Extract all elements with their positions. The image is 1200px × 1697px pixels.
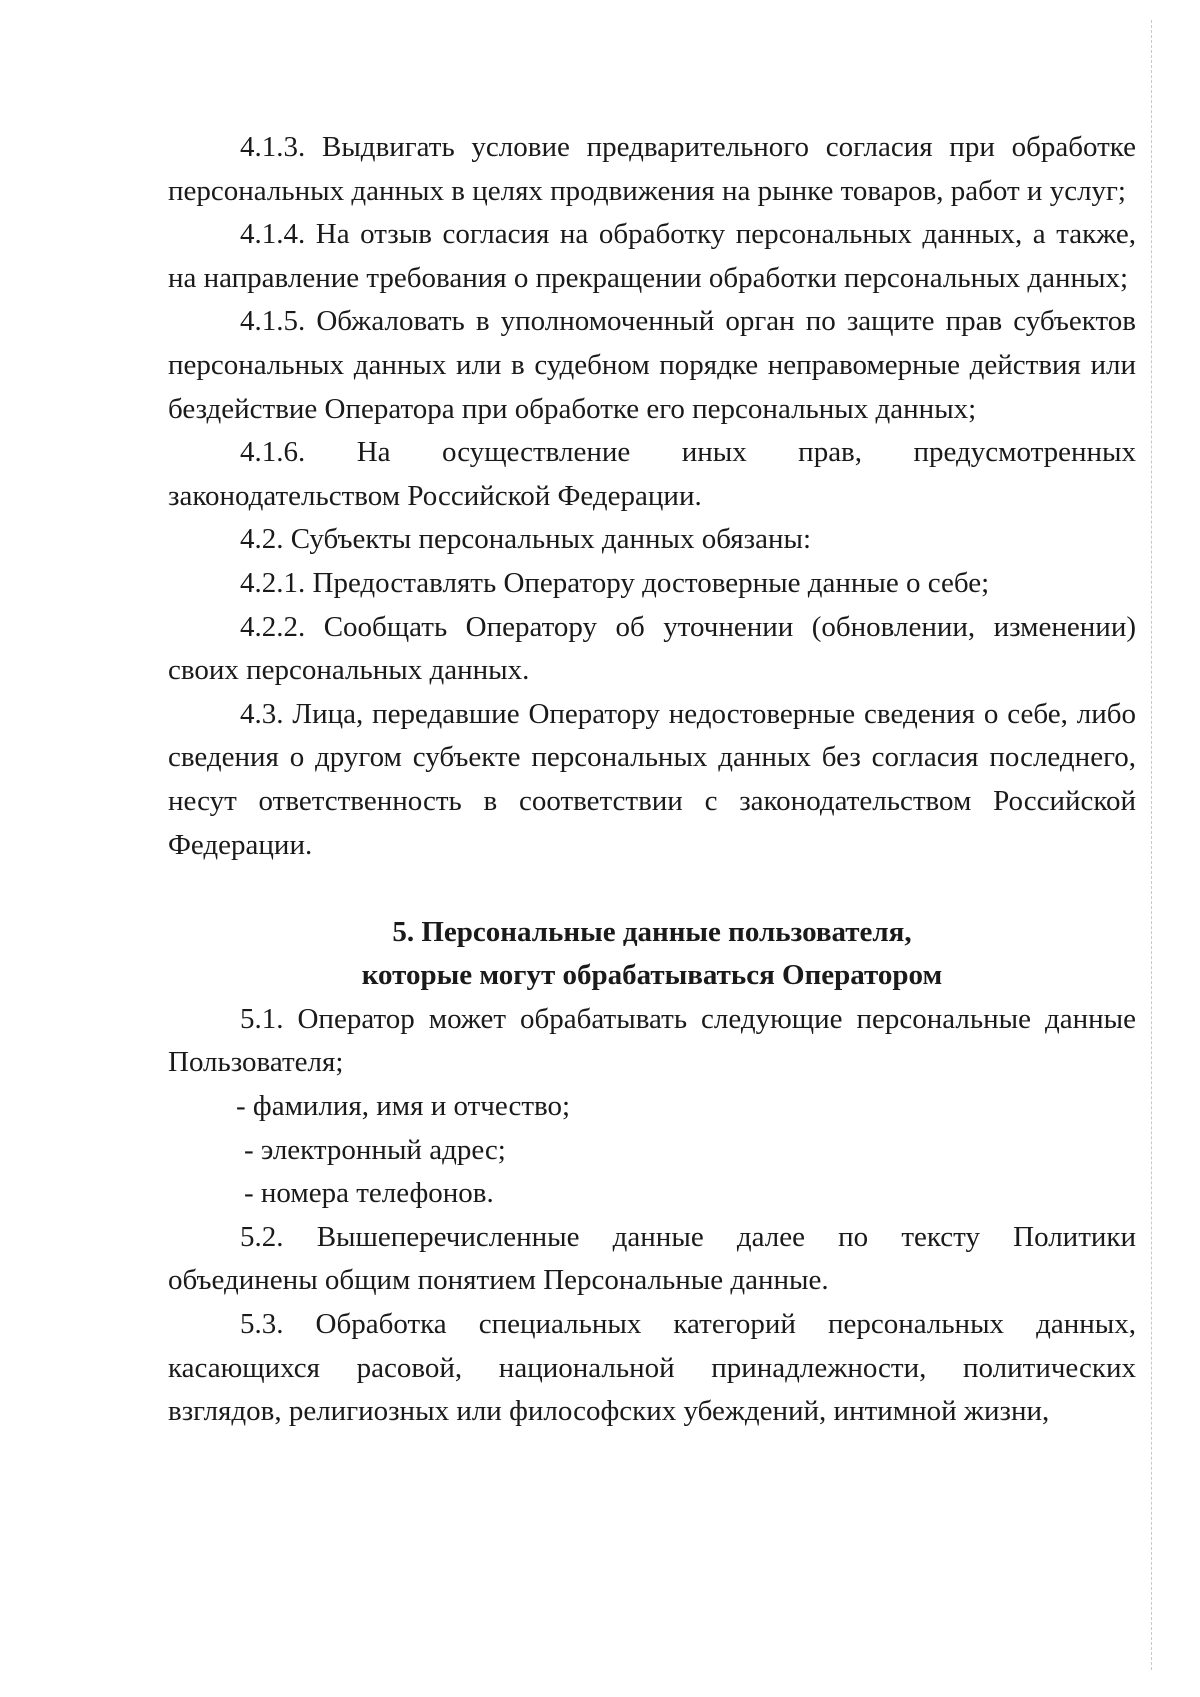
paragraph-4-3: 4.3. Лица, передавшие Оператору недостоверные сведения о себе, либо сведения о другом субъекте персональных данных без согласия последнего, несут ответственность в соответствии с законодательством Российской Федерации. bbox=[168, 697, 1136, 861]
paragraph-4-1-3: 4.1.3. Выдвигать условие предварительного согласия при обработке персональных данных в целях продвижения на рынке товаров, работ и услуг; bbox=[168, 131, 1136, 207]
section-5-heading-line-1: 5. Персональные данные пользователя, bbox=[392, 915, 912, 948]
paragraph-4-2-2: 4.2.2. Сообщать Оператору об уточнении (обновлении, изменении) своих персональных данных. bbox=[168, 610, 1136, 687]
list-item-phones: - номера телефонов. bbox=[244, 1177, 494, 1210]
paragraph-4-2: 4.2. Субъекты персональных данных обязаны: bbox=[240, 523, 812, 556]
section-spacer bbox=[168, 867, 1136, 911]
paragraph-5-1: 5.1. Оператор может обрабатывать следующие персональные данные Пользователя; bbox=[168, 1002, 1136, 1079]
section-5-heading-line-2: которые могут обрабатываться Оператором bbox=[361, 959, 943, 992]
paragraph-5-3: 5.3. Обработка специальных категорий персональных данных, касающихся расовой, национальной принадлежности, политических взглядов, религиозных или философских убеждений, интимной жизни, bbox=[168, 1308, 1136, 1428]
paragraph-4-1-4: 4.1.4. На отзыв согласия на обработку персональных данных, а также, на направление требования о прекращении обработки персональных данных; bbox=[168, 218, 1136, 294]
list-item-full-name: - фамилия, имя и отчество; bbox=[236, 1090, 571, 1123]
paragraph-5-2: 5.2. Вышеперечисленные данные далее по тексту Политики объединены общим понятием Персональные данные. bbox=[168, 1220, 1136, 1297]
document-body bbox=[168, 126, 1136, 1434]
paragraph-4-1-6: 4.1.6. На осуществление иных прав, предусмотренных законодательством Российской Федерации. bbox=[168, 436, 1136, 512]
paragraph-4-2-1: 4.2.1. Предоставлять Оператору достоверные данные о себе; bbox=[240, 566, 990, 599]
scan-edge-line bbox=[1151, 20, 1152, 1670]
paragraph-4-1-5: 4.1.5. Обжаловать в уполномоченный орган по защите прав субъектов персональных данных или в судебном порядке неправомерные действия или бездействие Оператора при обработке его персональных данных; bbox=[168, 305, 1136, 425]
list-item-email: - электронный адрес; bbox=[244, 1133, 506, 1166]
